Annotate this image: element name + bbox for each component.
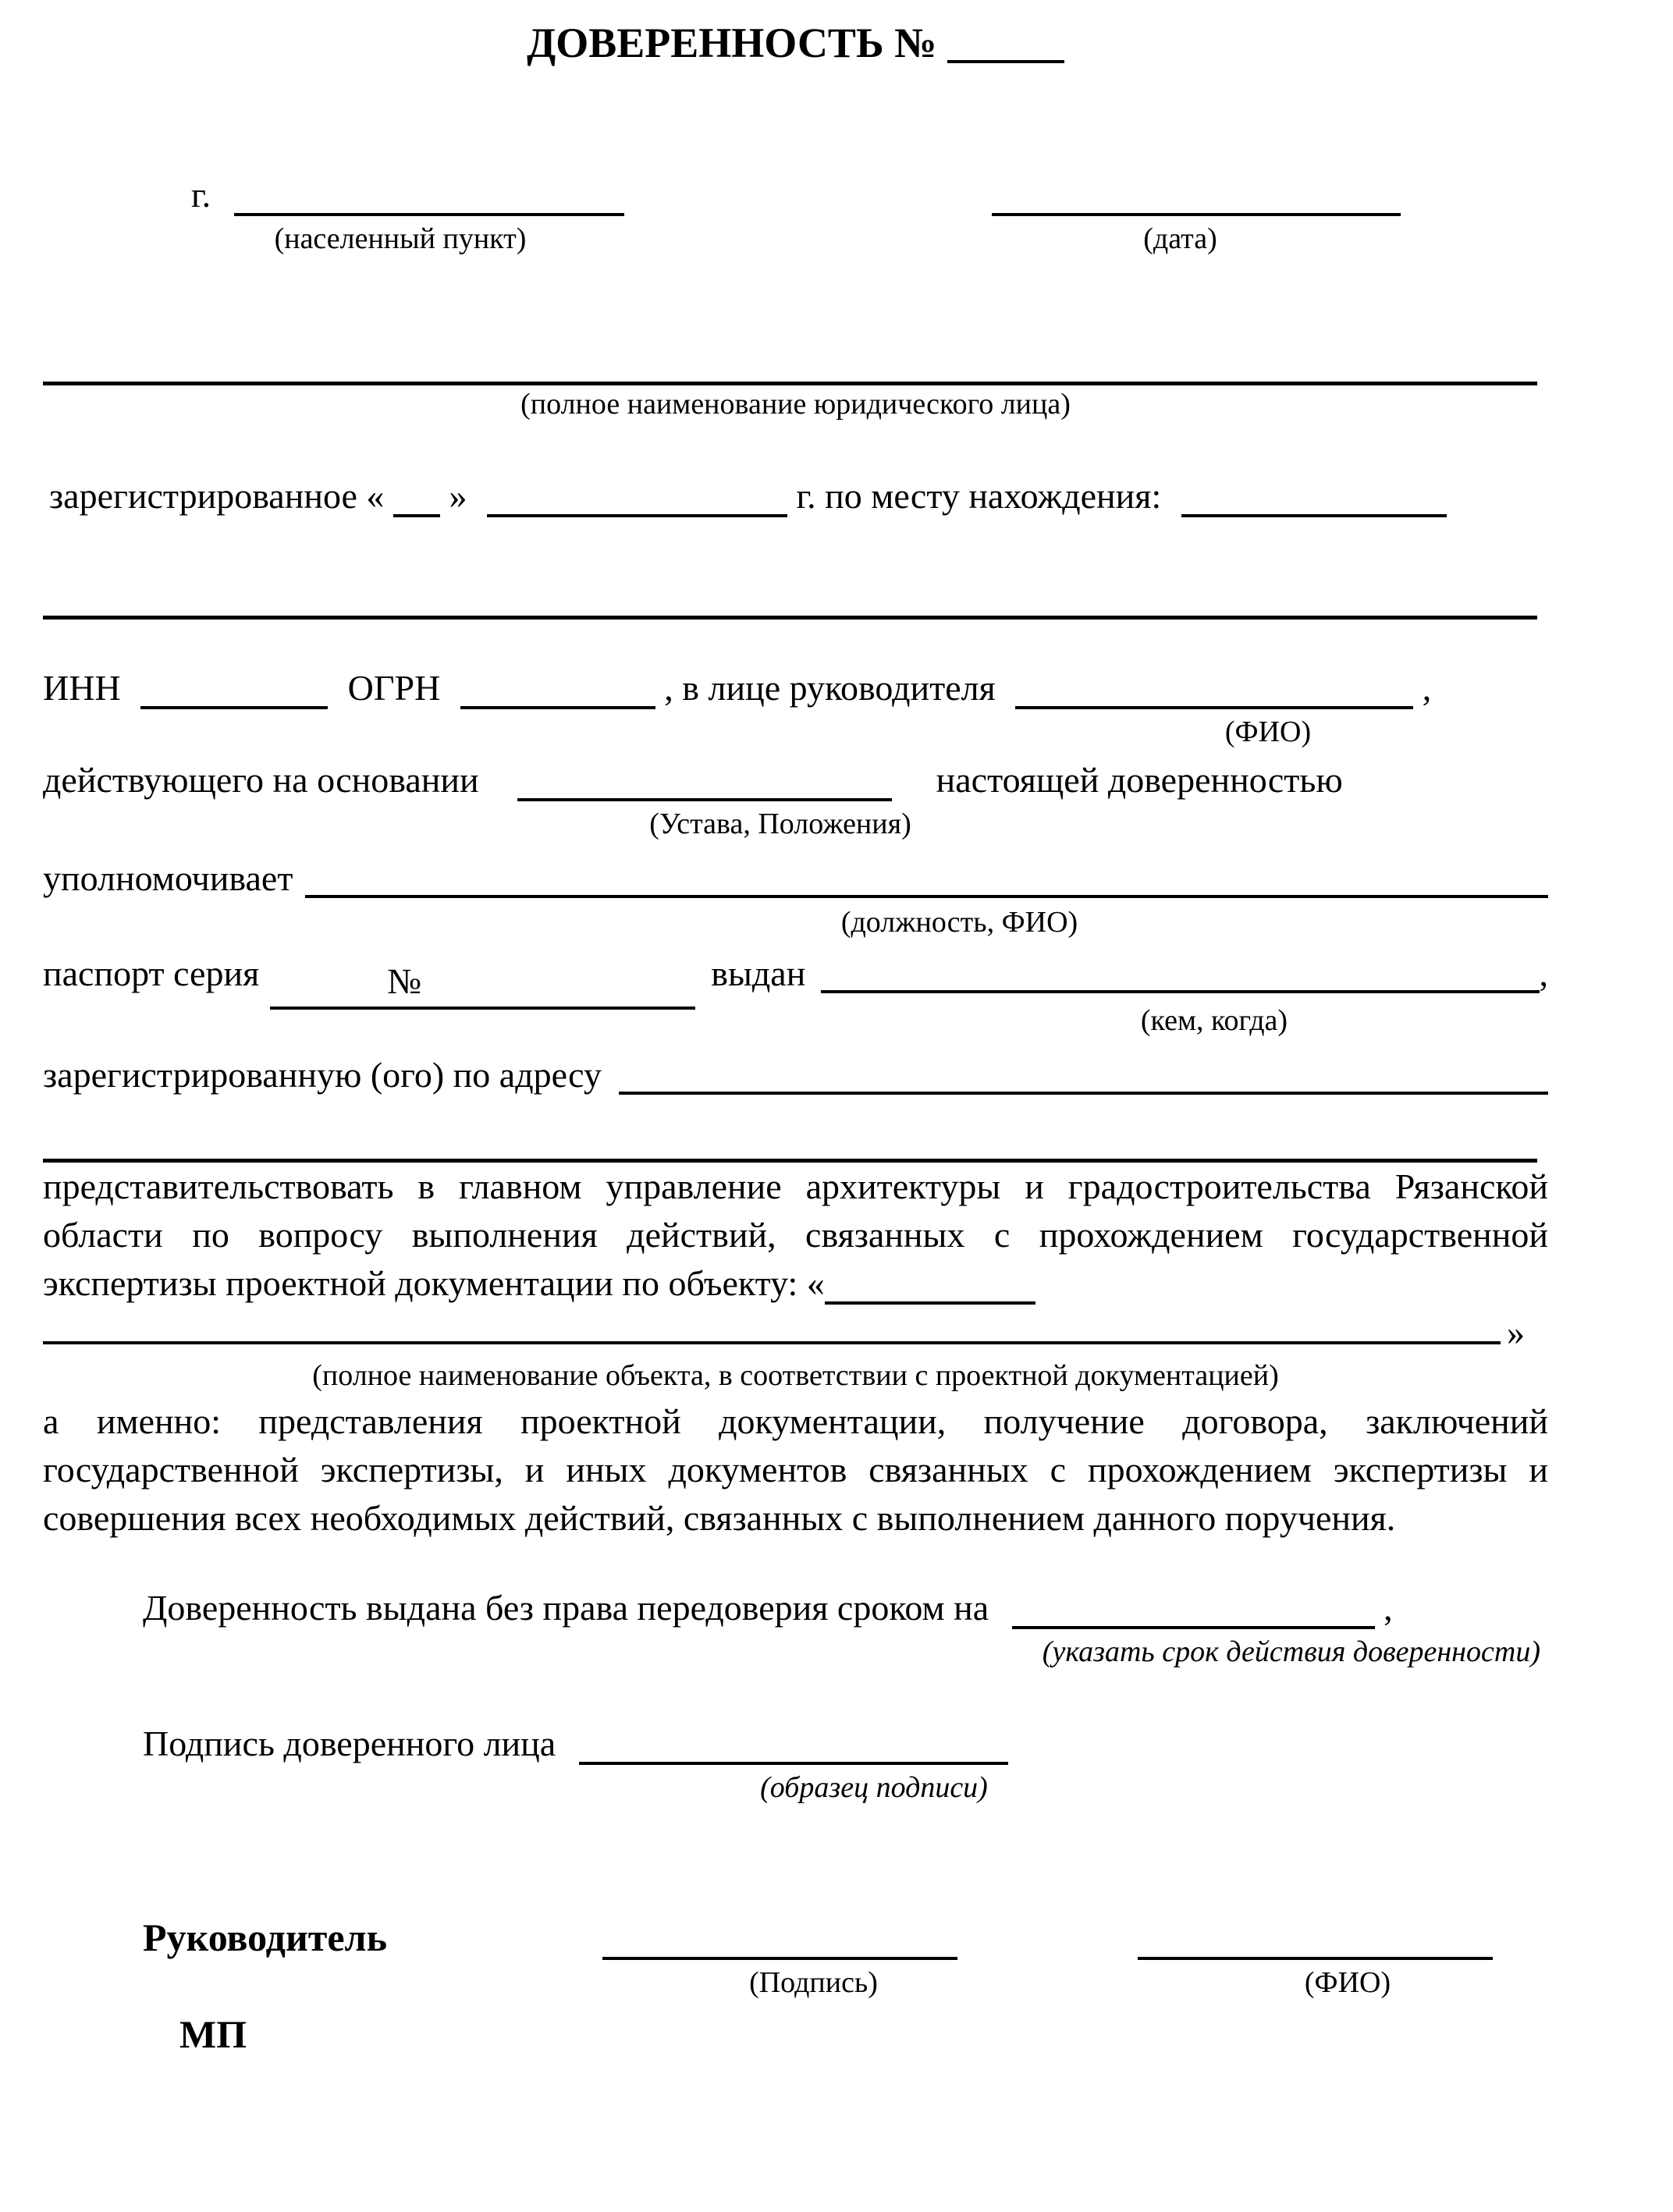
title-text: ДОВЕРЕННОСТЬ № xyxy=(527,20,937,66)
ogrn-label: ОГРН xyxy=(347,668,441,708)
director-comma: , xyxy=(1422,668,1432,708)
issued-by-blank[interactable] xyxy=(821,957,1539,993)
head-signature-row xyxy=(43,1912,1548,1964)
passport-row xyxy=(43,949,1548,1002)
term-blank[interactable] xyxy=(1012,1592,1375,1629)
authorizes-label: уполномочивает xyxy=(43,858,293,898)
fio-caption-row xyxy=(43,713,1548,751)
head-sign-caption: (Подпись) xyxy=(749,1965,878,1999)
attorney-sign-caption-row xyxy=(43,1769,1548,1806)
object-name-row xyxy=(43,1308,1525,1357)
city-caption: (населенный пункт) xyxy=(274,222,527,255)
basis-caption: (Устава, Положения) xyxy=(649,808,911,840)
object-caption: (полное наименование объекта, в соответствии с проектной документацией) xyxy=(312,1358,1279,1392)
address-blank[interactable] xyxy=(619,1059,1548,1095)
basis-row xyxy=(43,755,1548,805)
object-name-blank[interactable] xyxy=(825,1268,1035,1305)
passport-series-label: паспорт серия xyxy=(43,953,260,993)
date-blank[interactable] xyxy=(992,179,1401,216)
registered-text: зарегистрированное « xyxy=(49,476,385,516)
term-comma: , xyxy=(1384,1587,1393,1628)
stamp-label: МП xyxy=(179,2011,247,2056)
fio-caption: (ФИО) xyxy=(1224,715,1312,748)
address-label: зарегистрированную (ого) по адресу xyxy=(43,1055,602,1095)
term-text: Доверенность выдана без права передоверия сроком на xyxy=(143,1587,989,1628)
location-continuation-blank[interactable] xyxy=(43,615,1537,620)
position-fio-caption-row xyxy=(43,904,1548,941)
inn-label: ИНН xyxy=(43,668,121,708)
ogrn-blank[interactable] xyxy=(460,673,655,709)
city-date-row xyxy=(43,170,1548,220)
issued-caption-row xyxy=(43,1002,1548,1039)
title-number-blank[interactable] xyxy=(947,20,1064,63)
city-date-captions xyxy=(43,220,1548,257)
authorized-person-blank[interactable] xyxy=(305,862,1548,898)
head-fio-caption: (ФИО) xyxy=(1304,1965,1391,1999)
basis-text: действующего на основании xyxy=(43,760,479,800)
number-sign: № xyxy=(387,961,422,1001)
passport-series-number-blank[interactable] xyxy=(270,957,695,1010)
attorney-sign-blank[interactable] xyxy=(579,1728,1008,1765)
reg-close-quote: » xyxy=(449,476,467,516)
head-sign-blank[interactable] xyxy=(602,1923,957,1960)
reg-location-text: г. по месту нахождения: xyxy=(796,476,1162,516)
director-name-blank[interactable] xyxy=(1015,673,1413,709)
head-label: Руководитель xyxy=(143,1915,388,1959)
attorney-sign-label: Подпись доверенного лица xyxy=(143,1723,556,1763)
term-caption: (указать срок действия доверенности) xyxy=(1042,1635,1540,1668)
registration-row xyxy=(43,471,1548,521)
attorney-signature-row xyxy=(43,1719,1548,1769)
page-title xyxy=(43,16,1548,70)
passport-comma: , xyxy=(1539,953,1548,993)
issued-label: выдан xyxy=(711,953,806,993)
date-caption: (дата) xyxy=(1143,222,1217,255)
city-prefix: г. xyxy=(191,175,211,215)
director-text: , в лице руководителя xyxy=(664,668,996,708)
authorizes-row xyxy=(43,854,1548,904)
object-name-blank-line2[interactable] xyxy=(43,1308,1501,1344)
authority-text: представительствовать в главном управление архитектуры и градостроительства Рязанской области по вопросу выполнения действий, связанных с прохождением государственной экспертизы проектной документации по объекту: « xyxy=(43,1166,1548,1303)
authority-paragraph xyxy=(43,1163,1548,1308)
scope-paragraph: а именно: представления проектной документации, получение договора, заключений государственной экспертизы, и иных документов связанных с прохождением экспертизы и совершения всех необходимых действий, связанных с выполнением данного поручения. xyxy=(43,1401,1548,1538)
basis-suffix: настоящей доверенностью xyxy=(936,760,1343,800)
address-row xyxy=(43,1050,1548,1100)
basis-caption-row xyxy=(43,805,1548,843)
basis-blank[interactable] xyxy=(517,765,892,801)
inn-blank[interactable] xyxy=(140,673,328,709)
issued-caption: (кем, когда) xyxy=(1140,1004,1288,1037)
position-fio-caption: (должность, ФИО) xyxy=(840,906,1078,939)
entity-caption: (полное наименование юридического лица) xyxy=(520,388,1071,421)
reg-location-blank[interactable] xyxy=(1181,481,1447,517)
object-close-quote: » xyxy=(1507,1312,1525,1352)
city-blank[interactable] xyxy=(234,179,624,216)
reg-day-blank[interactable] xyxy=(393,481,440,517)
head-captions-row xyxy=(43,1964,1548,2001)
inn-ogrn-row xyxy=(43,663,1548,713)
reg-date-blank[interactable] xyxy=(487,481,787,517)
term-row xyxy=(43,1583,1548,1633)
attorney-sign-caption: (образец подписи) xyxy=(760,1770,988,1804)
head-fio-blank[interactable] xyxy=(1138,1923,1493,1960)
